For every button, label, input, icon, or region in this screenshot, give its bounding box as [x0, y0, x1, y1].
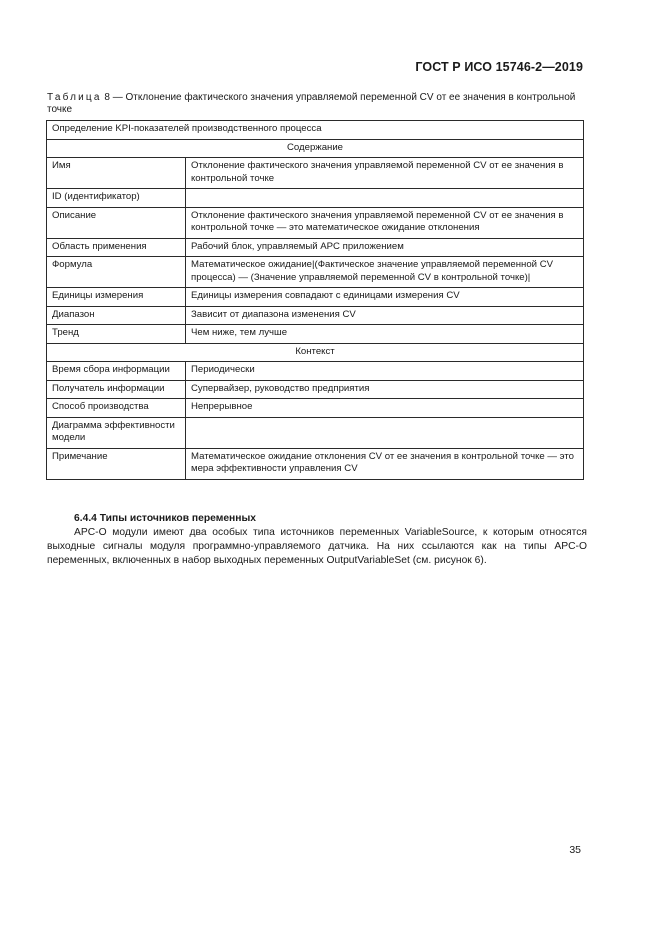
row-label: Единицы измерения — [47, 288, 186, 307]
table-row — [47, 380, 584, 399]
section-title: 6.4.4 Типы источников переменных — [74, 513, 257, 524]
section-row-context — [47, 343, 584, 362]
table-row — [47, 399, 584, 418]
row-value: Единицы измерения совпадают с единицами измерения CV — [186, 288, 584, 307]
table-row — [47, 417, 584, 448]
row-value — [186, 189, 584, 208]
section-heading-context: Контекст — [47, 343, 584, 362]
table-row — [47, 288, 584, 307]
row-label: Получатель информации — [47, 380, 186, 399]
row-label: ID (идентификатор) — [47, 189, 186, 208]
table-row — [47, 207, 584, 238]
document-header: ГОСТ Р ИСО 15746-2—2019 — [415, 60, 583, 74]
section-paragraph: APC-O модули имеют два особых типа источников переменных VariableSource, к которым относятся выходные сигналы модуля программно-управляемого датчика. На них ссылаются как на типы APC-O переменных, включенных в набор выходных переменных OutputVariableSet (см. рисунок 6). — [47, 527, 587, 566]
row-value: Периодически — [186, 362, 584, 381]
table-row — [47, 238, 584, 257]
table-caption — [47, 92, 585, 116]
row-label: Время сбора информации — [47, 362, 186, 381]
table-caption-prefix: Таблица — [47, 92, 102, 103]
table-row — [47, 448, 584, 479]
kpi-table — [46, 120, 584, 480]
row-label: Имя — [47, 158, 186, 189]
table-row — [47, 325, 584, 344]
row-value: Рабочий блок, управляемый APC приложением — [186, 238, 584, 257]
row-label: Диапазон — [47, 306, 186, 325]
row-value: Математическое ожидание|(Фактическое значение управляемой переменной CV процесса) — (Значение управляемой переменной CV в контрольной точке)| — [186, 257, 584, 288]
table-title-row — [47, 121, 584, 140]
kpi-table-body — [47, 121, 584, 480]
row-value: Отклонение фактического значения управляемой переменной CV от ее значения в контрольной точке — [186, 158, 584, 189]
row-label: Формула — [47, 257, 186, 288]
table-row — [47, 306, 584, 325]
table-title: Определение KPI-показателей производственного процесса — [47, 121, 584, 140]
row-label: Описание — [47, 207, 186, 238]
section-heading-content: Содержание — [47, 139, 584, 158]
table-row — [47, 158, 584, 189]
section-row-content — [47, 139, 584, 158]
row-label: Примечание — [47, 448, 186, 479]
row-label: Область применения — [47, 238, 186, 257]
row-value: Отклонение фактического значения управляемой переменной CV от ее значения в контрольной точке — это математическое ожидание отклонения — [186, 207, 584, 238]
row-value: Непрерывное — [186, 399, 584, 418]
table-row — [47, 189, 584, 208]
row-value: Зависит от диапазона изменения CV — [186, 306, 584, 325]
row-label: Тренд — [47, 325, 186, 344]
table-caption-text: 8 — Отклонение фактического значения управляемой переменной CV от ее значения в контрольной точке — [47, 92, 576, 115]
row-value — [186, 417, 584, 448]
page-number: 35 — [569, 844, 581, 856]
row-label: Способ производства — [47, 399, 186, 418]
section-6-4-4 — [47, 512, 587, 568]
table-row — [47, 362, 584, 381]
row-value: Чем ниже, тем лучше — [186, 325, 584, 344]
row-value: Математическое ожидание отклонения CV от ее значения в контрольной точке — это мера эффективности управления CV — [186, 448, 584, 479]
row-value: Супервайзер, руководство предприятия — [186, 380, 584, 399]
table-row — [47, 257, 584, 288]
row-label: Диаграмма эффективности модели — [47, 417, 186, 448]
